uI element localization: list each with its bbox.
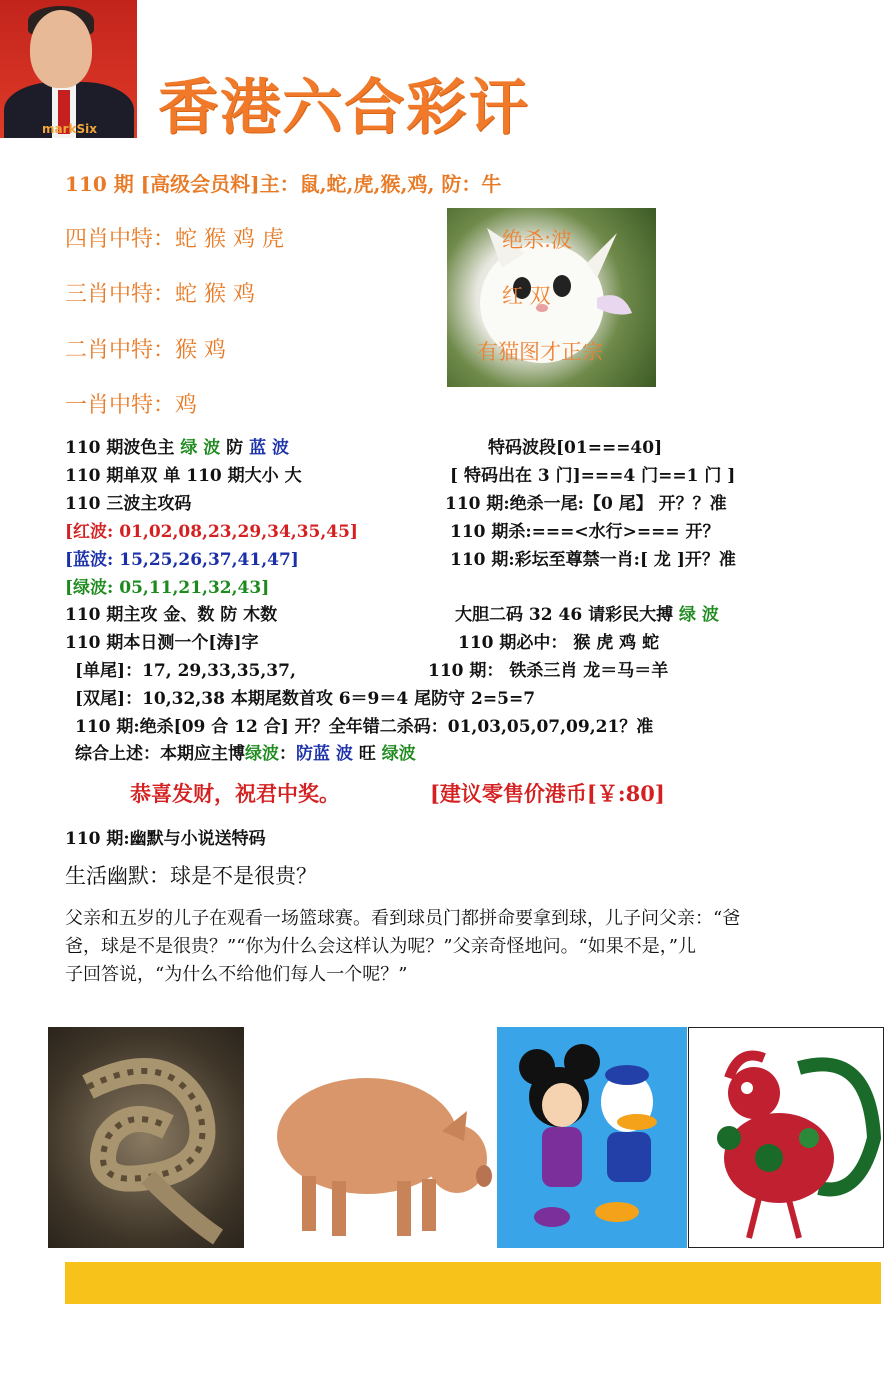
kill-line: 110 期:绝杀[09 合 12 合] 开？全年错二杀码：01,03,05,07,09,21？准 (75, 717, 654, 737)
double-tail-line: [双尾]：10,32,38 本期尾数首攻 6＝9＝4 尾防守 2=5=7 (75, 689, 536, 709)
iron-kill-line: 110 期： 铁杀三肖 龙＝马＝羊 (428, 661, 669, 681)
one-zodiac-tip: 一肖中特：鸡 (65, 393, 198, 418)
four-zodiac-tip: 四肖中特：蛇 猴 鸡 虎 (65, 227, 284, 252)
summary-line (75, 739, 416, 764)
wave-main: 绿 波 (180, 438, 221, 458)
rooster-papercut-image (688, 1027, 884, 1248)
snake-drawing (48, 1027, 244, 1248)
attack-line: 110 期主攻 金、数 防 木数 (65, 605, 278, 625)
wave-color-line (65, 433, 289, 458)
bold-two-numbers: 大胆二码 32 46 请彩民大搏 (455, 605, 674, 625)
blue-wave-numbers: [蓝波: 15,25,26,37,41,47] (65, 550, 299, 570)
green-wave-numbers: [绿波: 05,11,21,32,43] (65, 578, 270, 598)
pig-image (272, 1041, 496, 1249)
wave-mid: 防 (226, 438, 244, 458)
summary-text-f: 绿波 (381, 744, 416, 764)
segment-line: 特码波段[01===40] (488, 438, 663, 458)
kill-tail-line: 110 期:绝杀一尾:【0 尾】 开？？准 (445, 494, 727, 514)
story-line-2: 爸，球是不是很贵？”“你为什么会这样认为呢？”父亲奇怪地问。“如果不是，”儿 (65, 936, 697, 957)
three-zodiac-tip: 三肖中特：蛇 猴 鸡 (65, 282, 255, 307)
kill-element-line: 110 期杀:===<水行>=== 开？ (450, 522, 720, 542)
summary-text-d: 防蓝 波 (296, 744, 353, 764)
word-line: 110 期本日测一个[涛]字 (65, 633, 259, 653)
summary-text-e: 旺 (358, 744, 376, 764)
ban-zodiac-line: 110 期:彩坛至尊禁一肖:[ 龙 ]开？准 (450, 550, 736, 570)
story-line-1: 父亲和五岁的儿子在观看一场篮球赛。看到球员门都拼命要拿到球，儿子问父亲：“爸 (65, 908, 741, 929)
story-line-3: 子回答说，“为什么不给他们每人一个呢？” (65, 964, 408, 985)
three-wave-line: 110 三波主攻码 (65, 494, 192, 514)
cat-text-kill: 绝杀:波 (502, 228, 573, 252)
bold-green-wave: 绿 波 (679, 605, 719, 625)
cat-text-color: 红 双 (502, 284, 551, 308)
red-wave-numbers: [红波: 01,02,08,23,29,34,35,45] (65, 522, 358, 542)
must-hit-line: 110 期必中： 猴 虎 鸡 蛇 (458, 633, 660, 653)
price-text: [建议零售价港币[￥:80] (430, 781, 665, 806)
member-tip: 110 期 [高级会员料]主：鼠,蛇,虎,猴,鸡, 防：牛 (65, 172, 502, 196)
snake-image (48, 1027, 244, 1248)
summary-text-a: 综合上述：本期应主博 (75, 744, 245, 764)
bold-two-numbers-line (455, 600, 719, 625)
rooster-drawing (689, 1028, 883, 1247)
humor-title: 110 期:幽默与小说送特码 (65, 829, 266, 849)
two-zodiac-tip: 二肖中特：猴 鸡 (65, 338, 226, 363)
door-line: [ 特码出在 3 门]===4 门==1 门 ] (450, 466, 736, 486)
pig-drawing (272, 1041, 496, 1249)
congrats-text: 恭喜发财，祝君中奖。 (130, 781, 340, 806)
summary-text-c: ： (279, 744, 296, 764)
cartoon-drawing (497, 1027, 687, 1248)
summary-text-b: 绿波 (245, 744, 279, 764)
host-photo (0, 0, 137, 138)
photo-face (30, 10, 92, 88)
photo-logo: markSix (42, 122, 97, 136)
cat-image (447, 208, 656, 387)
wave-prefix: 110 期波色主 (65, 438, 175, 458)
odd-even-line: 110 期单双 单 110 期大小 大 (65, 466, 302, 486)
cat-text-caption: 有猫图才正宗 (477, 340, 603, 364)
wave-defense: 蓝 波 (249, 438, 290, 458)
humor-heading: 生活幽默：球是不是很贵？ (65, 864, 317, 888)
bottom-yellow-bar (65, 1262, 881, 1304)
single-tail-line: [单尾]：17, 29,33,35,37, (75, 661, 296, 681)
mickey-donald-image (497, 1027, 687, 1248)
page-title: 香港六合彩讦 (158, 73, 530, 143)
